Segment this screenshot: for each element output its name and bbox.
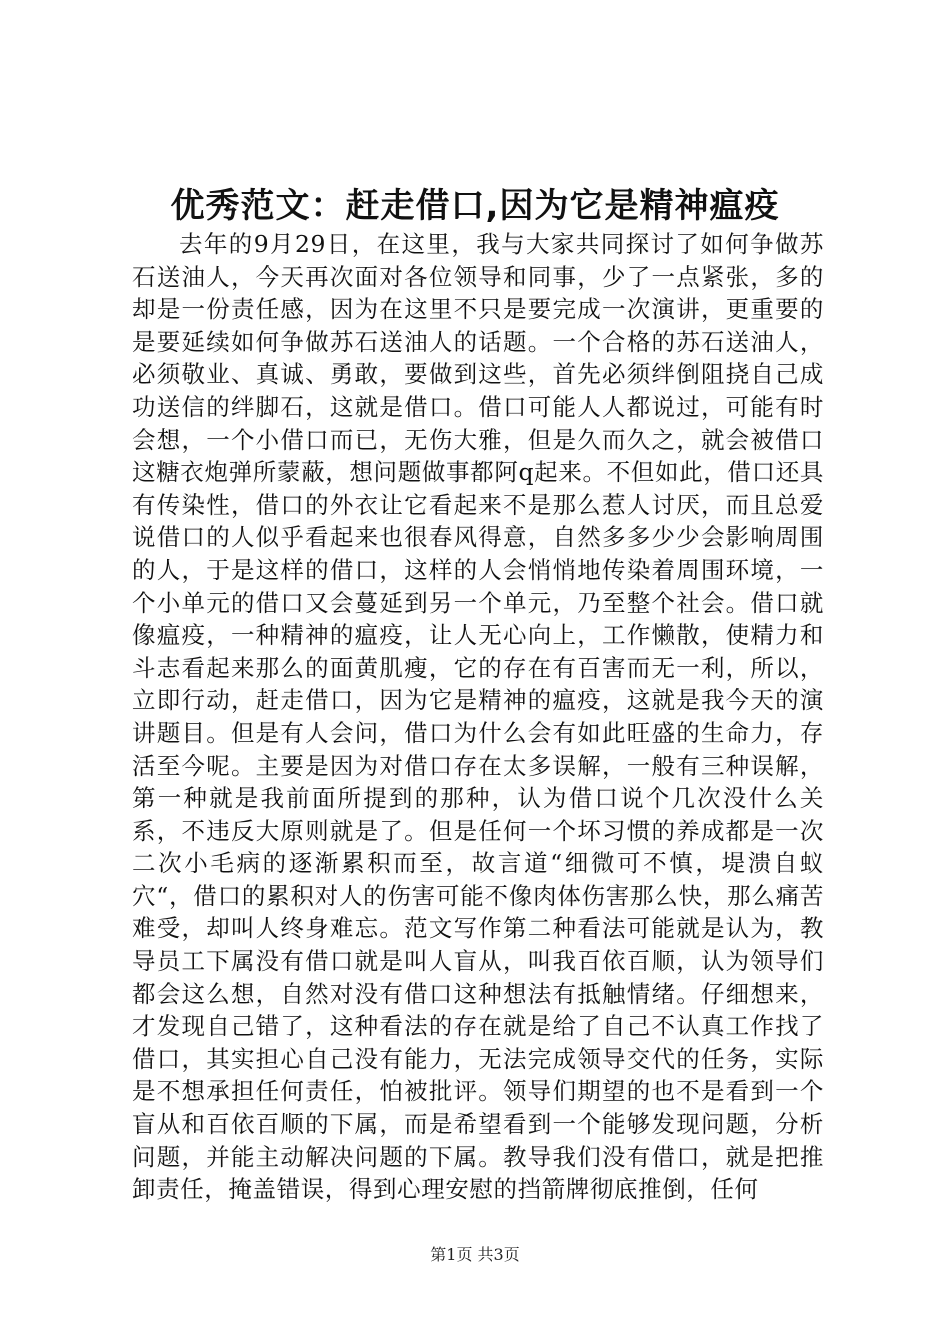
document-title: 优秀范文：赶走借口,因为它是精神瘟疫 (170, 186, 780, 226)
document-body-paragraph: 去年的9月29日，在这里，我与大家共同探讨了如何争做苏石送油人，今天再次面对各位领导和同事，少了一点紧张，多的却是一份责任感，因为在这里不只是要完成一次演讲，更重要的是要延续如何争做苏石送油人的话题。一个合格的苏石送油人，必须敬业、真诚、勇敢，要做到这些，首先必须绊倒阻挠自己成功送信的绊脚石，这就是借口。借口可能人人都说过，可能有时会想，一个小借口而已，无伤大雅，但是久而久之，就会被借口这糖衣炮弹所蒙蔽，想问题做事都阿q起来。不但如此，借口还具有传染性，借口的外衣让它看起来不是那么惹人讨厌，而且总爱说借口的人似乎看起来也很春风得意，自然多多少少会影响周围的人，于是这样的借口，这样的人会悄悄地传染着周围环境，一个小单元的借口又会蔓延到另一个单元，乃至整个社会。借口就像瘟疫，一种精神的瘟疫，让人无心向上，工作懒散，使精力和斗志看起来那么的面黄肌瘦，它的存在有百害而无一利，所以，立即行动，赶走借口，因为它是精神的瘟疫，这就是我今天的演讲题目。但是有人会问，借口为什么会有如此旺盛的生命力，存活至今呢。主要是因为对借口存在太多误解，一般有三种误解，第一种就是我前面所提到的那种，认为借口说个几次没什么关系，不违反大原则就是了。但是任何一个坏习惯的养成都是一次二次小毛病的逐渐累积而至，故言道“细微可不慎，堤溃自蚁穴“，借口的累积对人的伤害可能不像肉体伤害那么快，那么痛苦难受，却叫人终身难忘。范文写作第二种看法可能就是认为，教导员工下属没有借口就是叫人盲从，叫我百依百顺，认为领导们都会这么想，自然对没有借口这种想法有抵触情绪。仔细想来，才发现自己错了，这种看法的存在就是给了自己不认真工作找了借口，其实担心自己没有能力，无法完成领导交代的任务，实际是不想承担任何责任，怕被批评。领导们期望的也不是看到一个盲从和百依百顺的下属，而是希望看到一个能够发现问题，分析问题，并能主动解决问题的下属。教导我们没有借口，就是把推卸责任，掩盖错误，得到心理安慰的挡箭牌彻底推倒，任何 (132, 230, 824, 1204)
page-number-footer: 第1页 共3页 (430, 1245, 520, 1264)
